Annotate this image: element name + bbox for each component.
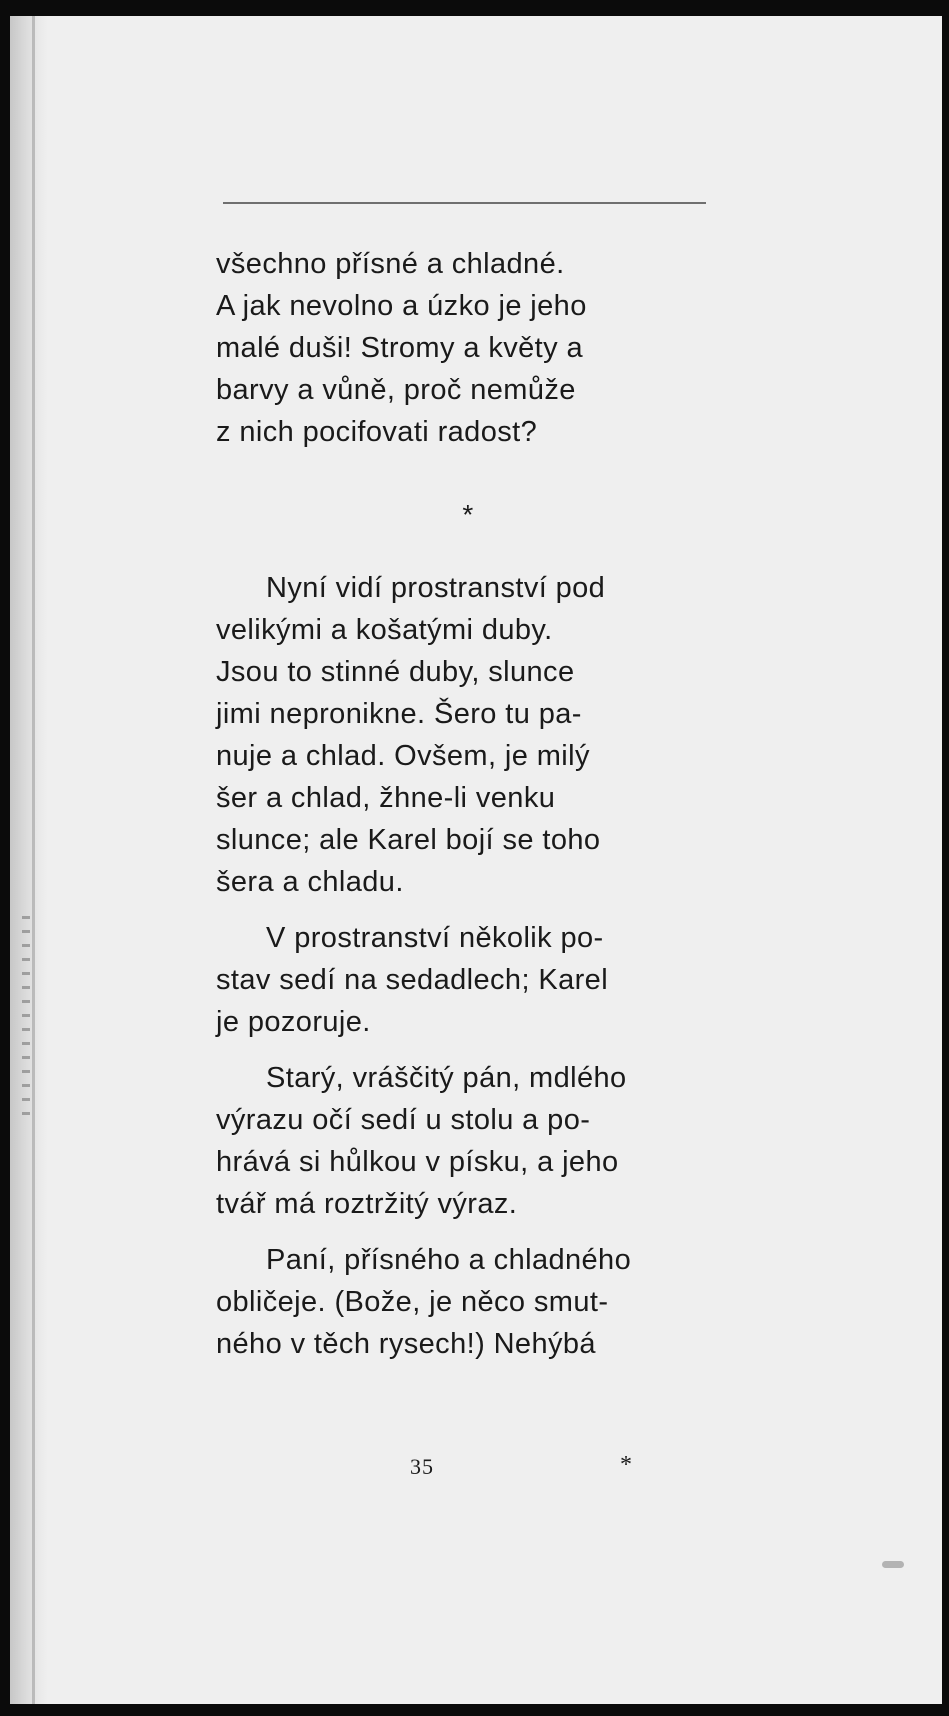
text-line: stav sedí na sedadlech; Karel <box>216 964 609 996</box>
text-line: je pozoruje. <box>216 1006 371 1038</box>
text-line: malé duši! Stromy a květy a <box>216 332 583 364</box>
paragraph-4 <box>216 1057 710 1225</box>
text-line: výrazu očí sedí u stolu a po- <box>216 1104 591 1136</box>
paper-smudge <box>882 1561 904 1568</box>
text-line: z nich pocifovati radost? <box>216 416 538 448</box>
text-line: ného v těch rysech!) Nehýbá <box>216 1328 596 1360</box>
section-separator: * <box>462 499 474 530</box>
text-line: všechno přísné a chladné. <box>216 248 565 280</box>
text-line: A jak nevolno a úzko je jeho <box>216 290 587 322</box>
page-number: 35 <box>410 1454 434 1479</box>
text-line: tvář má roztržitý výraz. <box>216 1188 518 1220</box>
text-line: nuje a chlad. Ovšem, je milý <box>216 740 590 772</box>
text-line: jimi nepronikne. Šero tu pa- <box>216 698 582 730</box>
book-page <box>10 16 942 1704</box>
text-line: šer a chlad, žhne-li venku <box>216 782 556 814</box>
text-line: obličeje. (Bože, je něco smut- <box>216 1286 609 1318</box>
spine-specks <box>22 916 30 1126</box>
top-rule <box>223 202 706 204</box>
page-footer <box>410 1454 650 1484</box>
text-line: Starý, vráščitý pán, mdlého <box>266 1062 627 1094</box>
text-line: V prostranství několik po- <box>266 922 604 954</box>
text-line: Paní, přísného a chladného <box>266 1244 632 1276</box>
paragraph-1 <box>216 243 710 453</box>
folio-asterisk: * <box>620 1452 632 1478</box>
text-line: Nyní vidí prostranství pod <box>266 572 606 604</box>
spine-shadow <box>10 16 48 1704</box>
text-line: velikými a košatými duby. <box>216 614 553 646</box>
text-line: Jsou to stinné duby, slunce <box>216 656 575 688</box>
paragraph-2 <box>216 567 710 903</box>
text-line: hrává si hůlkou v písku, a jeho <box>216 1146 619 1178</box>
paragraph-5 <box>216 1239 710 1365</box>
paragraph-3 <box>216 917 710 1043</box>
spine-edge <box>32 16 35 1704</box>
text-line: slunce; ale Karel bojí se toho <box>216 824 601 856</box>
text-line: barvy a vůně, proč nemůže <box>216 374 576 406</box>
text-line: šera a chladu. <box>216 866 404 898</box>
body-text <box>216 243 710 1365</box>
